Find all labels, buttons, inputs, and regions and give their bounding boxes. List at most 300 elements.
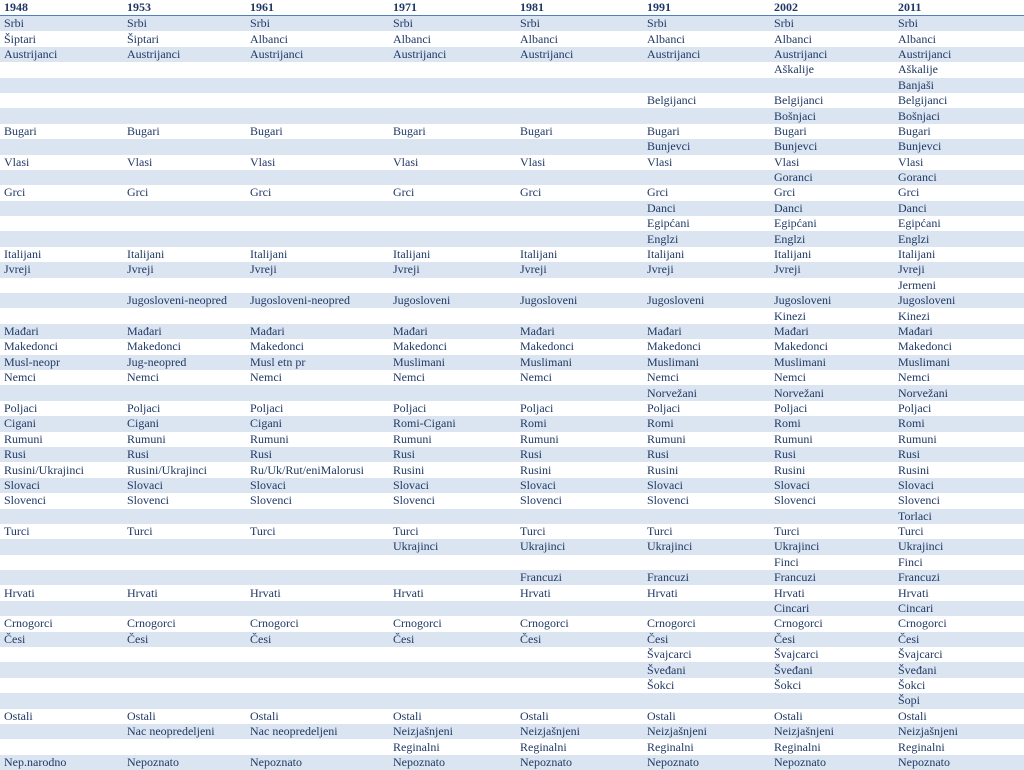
- table-cell: Mađari: [123, 324, 246, 339]
- table-cell: Šokci: [770, 678, 894, 693]
- table-cell: Crnogorci: [894, 616, 1024, 631]
- table-cell: Rusini: [894, 462, 1024, 477]
- table-cell: [389, 678, 516, 693]
- table-row: [0, 308, 1024, 323]
- table-cell: Crnogorci: [770, 616, 894, 631]
- table-cell: Jvreji: [0, 262, 123, 277]
- table-cell: Vlasi: [123, 155, 246, 170]
- table-cell: Rusini: [770, 462, 894, 477]
- table-cell: [516, 693, 643, 708]
- table-cell: Rusi: [123, 447, 246, 462]
- table-cell: Reginalni: [770, 739, 894, 754]
- table-cell: Muslimani: [389, 355, 516, 370]
- table-cell: Jvreji: [643, 262, 770, 277]
- table-cell: Nepoznato: [894, 755, 1024, 770]
- table-cell: [246, 539, 389, 554]
- table-cell: Crnogorci: [516, 616, 643, 631]
- table-cell: Rumuni: [389, 432, 516, 447]
- table-cell: Crnogorci: [389, 616, 516, 631]
- table-cell: [389, 93, 516, 108]
- table-cell: Bošnjaci: [894, 108, 1024, 123]
- table-cell: Rumuni: [123, 432, 246, 447]
- table-cell: Englzi: [643, 231, 770, 246]
- table-cell: [516, 78, 643, 93]
- table-cell: [643, 170, 770, 185]
- table-row: [0, 247, 1024, 262]
- table-cell: [516, 108, 643, 123]
- table-cell: Nepoznato: [246, 755, 389, 770]
- table-cell: Reginalni: [643, 739, 770, 754]
- table-cell: Austrijanci: [643, 47, 770, 62]
- table-cell: Šveđani: [770, 662, 894, 677]
- table-cell: [123, 509, 246, 524]
- table-cell: [0, 108, 123, 123]
- table-cell: Bugari: [894, 124, 1024, 139]
- table-cell: Turci: [770, 524, 894, 539]
- table-cell: Rusini: [389, 462, 516, 477]
- table-cell: Slovaci: [643, 478, 770, 493]
- table-cell: Ukrajinci: [389, 539, 516, 554]
- table-cell: Ostali: [0, 709, 123, 724]
- table-cell: Norvežani: [770, 385, 894, 400]
- table-cell: Turci: [123, 524, 246, 539]
- table-cell: [0, 739, 123, 754]
- table-cell: Danci: [894, 201, 1024, 216]
- table-cell: Šokci: [894, 678, 1024, 693]
- table-cell: Jermeni: [894, 278, 1024, 293]
- table-row: [0, 31, 1024, 46]
- table-cell: Francuzi: [770, 570, 894, 585]
- table-cell: Vlasi: [516, 155, 643, 170]
- table-row: [0, 78, 1024, 93]
- table-cell: Slovaci: [123, 478, 246, 493]
- table-cell: Šveđani: [894, 662, 1024, 677]
- table-cell: Albanci: [643, 31, 770, 46]
- table-row: [0, 201, 1024, 216]
- table-cell: [516, 647, 643, 662]
- table-cell: [246, 201, 389, 216]
- table-cell: Romi: [643, 416, 770, 431]
- table-cell: Šiptari: [0, 31, 123, 46]
- table-cell: Francuzi: [516, 570, 643, 585]
- table-cell: Grci: [123, 185, 246, 200]
- table-cell: Grci: [894, 185, 1024, 200]
- table-cell: Ostali: [516, 709, 643, 724]
- table-cell: [0, 509, 123, 524]
- table-cell: Poljaci: [516, 401, 643, 416]
- header-row: [0, 0, 1024, 16]
- table-cell: Belgijanci: [894, 93, 1024, 108]
- table-cell: [643, 78, 770, 93]
- table-row: [0, 401, 1024, 416]
- table-cell: Grci: [770, 185, 894, 200]
- table-cell: [389, 570, 516, 585]
- table-row: [0, 108, 1024, 123]
- table-cell: [0, 78, 123, 93]
- table-row: [0, 570, 1024, 585]
- table-cell: Rusi: [770, 447, 894, 462]
- table-cell: Austrijanci: [770, 47, 894, 62]
- table-cell: Makedonci: [770, 339, 894, 354]
- table-cell: [123, 739, 246, 754]
- table-cell: Šokci: [643, 678, 770, 693]
- table-cell: [389, 216, 516, 231]
- table-cell: [643, 693, 770, 708]
- table-cell: [770, 509, 894, 524]
- table-cell: Albanci: [516, 31, 643, 46]
- table-cell: [643, 62, 770, 77]
- table-cell: [123, 601, 246, 616]
- table-cell: [123, 662, 246, 677]
- table-cell: Švajcarci: [894, 647, 1024, 662]
- table-cell: [123, 93, 246, 108]
- table-cell: Švajcarci: [770, 647, 894, 662]
- table-cell: Nemci: [643, 370, 770, 385]
- table-cell: Albanci: [389, 31, 516, 46]
- table-row: [0, 385, 1024, 400]
- table-cell: Nepoznato: [123, 755, 246, 770]
- table-cell: Englzi: [894, 231, 1024, 246]
- table-cell: [516, 170, 643, 185]
- column-header-7: 2011: [894, 0, 1024, 16]
- table-cell: [643, 308, 770, 323]
- table-cell: [0, 693, 123, 708]
- table-cell: Srbi: [643, 16, 770, 32]
- table-cell: Poljaci: [123, 401, 246, 416]
- table-cell: [0, 62, 123, 77]
- table-cell: Turci: [643, 524, 770, 539]
- table-cell: Poljaci: [770, 401, 894, 416]
- table-cell: [0, 278, 123, 293]
- table-cell: Neizjašnjeni: [770, 724, 894, 739]
- column-header-5: 1991: [643, 0, 770, 16]
- column-header-1: 1953: [123, 0, 246, 16]
- table-cell: Crnogorci: [123, 616, 246, 631]
- table-cell: [123, 570, 246, 585]
- table-cell: Bunjevci: [894, 139, 1024, 154]
- table-cell: Vlasi: [894, 155, 1024, 170]
- table-cell: [389, 308, 516, 323]
- table-cell: [643, 509, 770, 524]
- table-cell: Ostali: [643, 709, 770, 724]
- table-cell: Hrvati: [389, 585, 516, 600]
- table-cell: Nepoznato: [389, 755, 516, 770]
- table-cell: Hrvati: [0, 585, 123, 600]
- table-cell: Mađari: [246, 324, 389, 339]
- table-cell: Ostali: [389, 709, 516, 724]
- table-row: [0, 231, 1024, 246]
- table-cell: Rumuni: [894, 432, 1024, 447]
- table-cell: Česi: [516, 632, 643, 647]
- table-cell: [389, 555, 516, 570]
- table-cell: Ru/Uk/Rut/eniMalorusi: [246, 462, 389, 477]
- table-cell: Rusini: [643, 462, 770, 477]
- table-row: [0, 155, 1024, 170]
- table-cell: Bugari: [246, 124, 389, 139]
- table-cell: Cincari: [770, 601, 894, 616]
- table-cell: Englzi: [770, 231, 894, 246]
- table-cell: Austrijanci: [123, 47, 246, 62]
- table-cell: Srbi: [516, 16, 643, 32]
- table-cell: Slovenci: [389, 493, 516, 508]
- table-cell: Slovenci: [123, 493, 246, 508]
- table-cell: Srbi: [894, 16, 1024, 32]
- table-cell: Srbi: [0, 16, 123, 32]
- table-cell: [0, 662, 123, 677]
- table-cell: Austrijanci: [0, 47, 123, 62]
- table-cell: [770, 78, 894, 93]
- table-cell: [0, 601, 123, 616]
- table-cell: Norvežani: [643, 385, 770, 400]
- table-cell: Goranci: [894, 170, 1024, 185]
- table-cell: Mađari: [389, 324, 516, 339]
- table-cell: [0, 216, 123, 231]
- table-cell: Ostali: [123, 709, 246, 724]
- table-row: [0, 124, 1024, 139]
- table-cell: [389, 601, 516, 616]
- table-cell: Egipćani: [894, 216, 1024, 231]
- table-cell: Nepoznato: [516, 755, 643, 770]
- column-header-4: 1981: [516, 0, 643, 16]
- table-cell: Srbi: [246, 16, 389, 32]
- table-cell: Jugosloveni-neopred: [123, 293, 246, 308]
- table-cell: [516, 139, 643, 154]
- table-cell: [246, 216, 389, 231]
- table-cell: Neizjašnjeni: [643, 724, 770, 739]
- table-row: [0, 739, 1024, 754]
- table-cell: [770, 693, 894, 708]
- table-cell: Neizjašnjeni: [894, 724, 1024, 739]
- table-cell: Rumuni: [516, 432, 643, 447]
- column-header-3: 1971: [389, 0, 516, 16]
- table-cell: [246, 78, 389, 93]
- table-cell: Ostali: [246, 709, 389, 724]
- table-cell: [246, 555, 389, 570]
- table-cell: Jvreji: [246, 262, 389, 277]
- table-cell: Ostali: [770, 709, 894, 724]
- table-cell: Ukrajinci: [516, 539, 643, 554]
- table-cell: [389, 662, 516, 677]
- table-cell: Italijani: [770, 247, 894, 262]
- table-cell: [123, 62, 246, 77]
- table-cell: Reginalni: [389, 739, 516, 754]
- table-cell: [389, 385, 516, 400]
- table-cell: Rusi: [894, 447, 1024, 462]
- table-cell: Kinezi: [770, 308, 894, 323]
- table-cell: [516, 93, 643, 108]
- table-cell: Nemci: [0, 370, 123, 385]
- table-cell: [246, 678, 389, 693]
- table-cell: Muslimani: [894, 355, 1024, 370]
- table-cell: Turci: [516, 524, 643, 539]
- table-cell: Bunjevci: [643, 139, 770, 154]
- table-cell: Jugosloveni: [894, 293, 1024, 308]
- table-cell: [643, 278, 770, 293]
- table-cell: Nemci: [123, 370, 246, 385]
- table-cell: Česi: [246, 632, 389, 647]
- table-cell: [246, 693, 389, 708]
- table-cell: Česi: [894, 632, 1024, 647]
- table-cell: [389, 62, 516, 77]
- table-row: [0, 355, 1024, 370]
- table-cell: Makedonci: [643, 339, 770, 354]
- table-cell: Reginalni: [894, 739, 1024, 754]
- table-cell: Jvreji: [516, 262, 643, 277]
- table-cell: Italijani: [0, 247, 123, 262]
- table-cell: Makedonci: [516, 339, 643, 354]
- table-cell: Finci: [894, 555, 1024, 570]
- table-cell: Slovaci: [0, 478, 123, 493]
- table-cell: [123, 555, 246, 570]
- table-cell: Muslimani: [770, 355, 894, 370]
- table-cell: [643, 108, 770, 123]
- table-cell: [0, 231, 123, 246]
- table-cell: Šveđani: [643, 662, 770, 677]
- table-cell: [0, 385, 123, 400]
- table-cell: Jugosloveni: [643, 293, 770, 308]
- table-cell: Jug-neopred: [123, 355, 246, 370]
- table-cell: Albanci: [894, 31, 1024, 46]
- table-cell: Rumuni: [0, 432, 123, 447]
- table-cell: Grci: [516, 185, 643, 200]
- table-cell: Francuzi: [643, 570, 770, 585]
- table-cell: [0, 678, 123, 693]
- table-cell: Mađari: [770, 324, 894, 339]
- table-cell: [123, 78, 246, 93]
- table-cell: [389, 170, 516, 185]
- table-cell: Italijani: [894, 247, 1024, 262]
- table-row: [0, 262, 1024, 277]
- table-cell: Poljaci: [894, 401, 1024, 416]
- table-cell: [246, 509, 389, 524]
- table-cell: Cincari: [894, 601, 1024, 616]
- table-cell: [246, 570, 389, 585]
- table-cell: [516, 555, 643, 570]
- table-cell: [516, 662, 643, 677]
- table-row: [0, 216, 1024, 231]
- table-cell: [516, 231, 643, 246]
- table-cell: Jugosloveni: [389, 293, 516, 308]
- table-cell: Danci: [643, 201, 770, 216]
- table-cell: Rusi: [516, 447, 643, 462]
- table-cell: [123, 108, 246, 123]
- table-cell: Poljaci: [0, 401, 123, 416]
- table-cell: Vlasi: [246, 155, 389, 170]
- table-cell: Romi: [894, 416, 1024, 431]
- table-cell: Srbi: [770, 16, 894, 32]
- table-cell: [123, 678, 246, 693]
- table-cell: Poljaci: [643, 401, 770, 416]
- table-cell: [0, 93, 123, 108]
- table-cell: [123, 201, 246, 216]
- table-row: [0, 601, 1024, 616]
- table-row: [0, 324, 1024, 339]
- table-cell: Nepoznato: [770, 755, 894, 770]
- table-cell: Rumuni: [643, 432, 770, 447]
- table-cell: Danci: [770, 201, 894, 216]
- table-cell: Italijani: [246, 247, 389, 262]
- table-cell: Nemci: [516, 370, 643, 385]
- table-cell: Hrvati: [123, 585, 246, 600]
- table-row: [0, 293, 1024, 308]
- table-cell: Cigani: [123, 416, 246, 431]
- table-cell: Vlasi: [0, 155, 123, 170]
- table-cell: Jvreji: [770, 262, 894, 277]
- table-cell: Nemci: [246, 370, 389, 385]
- table-cell: Finci: [770, 555, 894, 570]
- table-cell: Šopi: [894, 693, 1024, 708]
- table-cell: [516, 678, 643, 693]
- column-header-6: 2002: [770, 0, 894, 16]
- table-cell: [0, 555, 123, 570]
- table-cell: Ukrajinci: [770, 539, 894, 554]
- table-cell: Italijani: [516, 247, 643, 262]
- table-cell: Rusini: [516, 462, 643, 477]
- table-row: [0, 416, 1024, 431]
- table-cell: Slovaci: [516, 478, 643, 493]
- table-row: [0, 185, 1024, 200]
- table-cell: [246, 139, 389, 154]
- table-cell: Musl etn pr: [246, 355, 389, 370]
- table-cell: Jvreji: [123, 262, 246, 277]
- table-row: [0, 478, 1024, 493]
- table-cell: Jvreji: [389, 262, 516, 277]
- table-cell: Česi: [123, 632, 246, 647]
- table-cell: Česi: [643, 632, 770, 647]
- table-cell: [246, 62, 389, 77]
- table-cell: Bugari: [389, 124, 516, 139]
- table-cell: Bunjevci: [770, 139, 894, 154]
- table-cell: Egipćani: [770, 216, 894, 231]
- table-cell: Turci: [0, 524, 123, 539]
- table-cell: Egipćani: [643, 216, 770, 231]
- table-cell: Albanci: [770, 31, 894, 46]
- table-cell: [123, 539, 246, 554]
- table-cell: Česi: [389, 632, 516, 647]
- table-cell: [516, 385, 643, 400]
- table-cell: [123, 385, 246, 400]
- table-cell: Bugari: [643, 124, 770, 139]
- table-row: [0, 93, 1024, 108]
- table-cell: [0, 539, 123, 554]
- table-row: [0, 555, 1024, 570]
- table-cell: [389, 278, 516, 293]
- table-cell: Hrvati: [246, 585, 389, 600]
- table-cell: Rusini/Ukrajinci: [123, 462, 246, 477]
- table-cell: Crnogorci: [643, 616, 770, 631]
- table-cell: Rusi: [643, 447, 770, 462]
- table-row: [0, 462, 1024, 477]
- table-cell: [389, 108, 516, 123]
- table-cell: Hrvati: [643, 585, 770, 600]
- table-cell: [643, 555, 770, 570]
- table-cell: [516, 62, 643, 77]
- table-cell: [389, 231, 516, 246]
- table-cell: Neizjašnjeni: [389, 724, 516, 739]
- table-cell: [123, 170, 246, 185]
- table-cell: Turci: [389, 524, 516, 539]
- table-cell: [516, 278, 643, 293]
- table-cell: Slovaci: [389, 478, 516, 493]
- table-cell: Bugari: [516, 124, 643, 139]
- table-cell: Ostali: [894, 709, 1024, 724]
- table-cell: [516, 201, 643, 216]
- table-cell: [516, 509, 643, 524]
- table-cell: [516, 216, 643, 231]
- table-cell: Banjaši: [894, 78, 1024, 93]
- table-row: [0, 370, 1024, 385]
- table-cell: Austrijanci: [894, 47, 1024, 62]
